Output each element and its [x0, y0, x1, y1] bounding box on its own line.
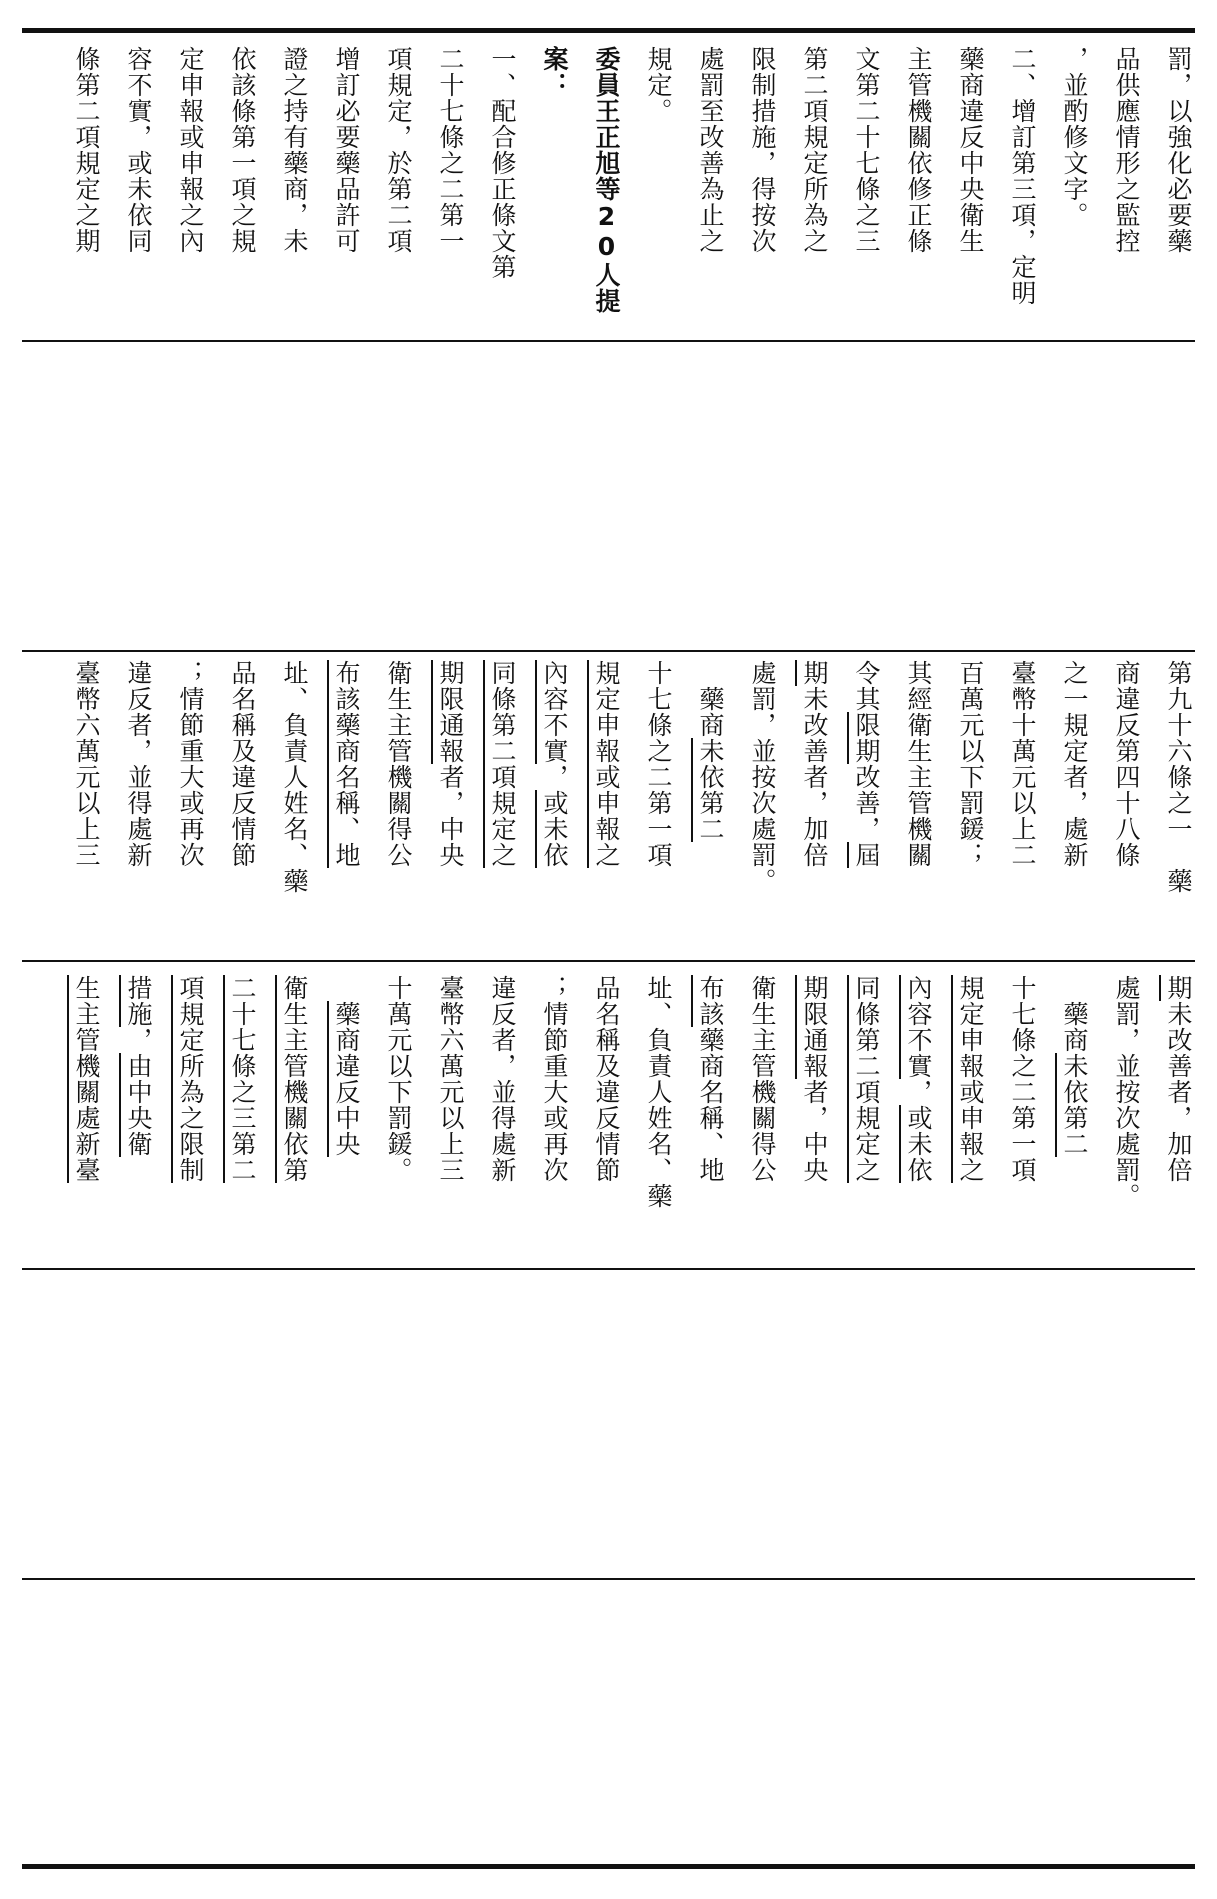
text-segment: ；情節重大或再次 — [176, 660, 205, 868]
text-column — [271, 975, 317, 1270]
text-segment: 限期 — [852, 712, 881, 764]
text-segment: 臺幣十萬元以上二 — [1008, 660, 1037, 868]
text-segment: 藥商違反中央 — [332, 1001, 361, 1157]
text-segment: 衛生主管機關得公 — [748, 975, 777, 1183]
text-segment: 定申報或申報之內 — [176, 46, 205, 254]
text-column — [531, 660, 577, 955]
text-segment: 藥商違反中央衛生 — [956, 46, 985, 254]
text-segment: 布該 — [696, 975, 725, 1027]
text-column — [219, 660, 265, 955]
text-column — [687, 975, 733, 1270]
text-segment: 規定申報或申報之 — [956, 975, 985, 1183]
text-segment: 或未依 — [540, 790, 569, 868]
text-segment: ， — [904, 1079, 933, 1105]
text-segment: 依該條第一項之規 — [228, 46, 257, 254]
text-segment: 屆 — [852, 842, 881, 868]
text-column — [739, 975, 785, 1270]
text-segment: 處罰，並按次處罰。 — [1112, 975, 1141, 1209]
text-column — [583, 660, 629, 955]
text-segment: 文第二十七條之三 — [852, 46, 881, 254]
text-segment — [332, 975, 361, 1001]
text-segment: 增訂必要藥品許可 — [332, 46, 361, 254]
text-segment: 由中央衛 — [124, 1053, 153, 1157]
text-segment: 項規定所為之限制 — [176, 975, 205, 1183]
text-column — [115, 46, 161, 336]
text-column — [999, 975, 1045, 1270]
text-column — [739, 46, 785, 336]
text-column — [63, 46, 109, 336]
text-segment: 限制措施，得按次 — [748, 46, 777, 254]
text-segment: 證之持有藥商，未 — [280, 46, 309, 254]
text-column — [843, 46, 889, 336]
text-segment: 改善， — [852, 764, 881, 842]
text-segment: 品名稱及違反情節 — [228, 660, 257, 868]
text-column — [635, 660, 681, 955]
text-segment: 十萬元以下罰鍰。 — [384, 975, 413, 1183]
text-column — [375, 660, 421, 955]
text-segment: 百萬元以下罰鍰； — [956, 660, 985, 868]
text-segment: 期限通報 — [800, 975, 829, 1079]
text-column — [375, 975, 421, 1270]
text-segment: 委員王正旭等20人提 — [592, 46, 621, 314]
text-segment: 處罰至改善為止之 — [696, 46, 725, 254]
text-column — [427, 660, 473, 955]
text-segment: 第二項規定所為之 — [800, 46, 829, 254]
text-segment: 藥商 — [1060, 975, 1089, 1053]
text-segment: 未改善者，加倍 — [800, 686, 829, 868]
text-segment: 者，中央 — [436, 764, 465, 868]
text-column — [687, 46, 733, 336]
text-column — [427, 975, 473, 1270]
text-segment: ， — [540, 764, 569, 790]
text-column — [323, 660, 369, 955]
text-column — [791, 46, 837, 336]
row-divider — [22, 1578, 1195, 1580]
text-segment: 處罰，並按次處罰。 — [748, 660, 777, 894]
text-column — [1155, 660, 1201, 955]
text-segment: 內容不實 — [540, 660, 569, 764]
text-segment: 二十七條之三第二 — [228, 975, 257, 1183]
text-column — [219, 46, 265, 336]
text-column — [947, 975, 993, 1270]
text-segment: 或未依 — [904, 1105, 933, 1183]
text-segment: 藥商名稱、地 — [696, 1027, 725, 1183]
text-column — [583, 46, 629, 336]
text-column — [1155, 975, 1201, 1270]
text-segment: 二、增訂第三項，定明 — [1008, 46, 1037, 306]
text-segment: 十七條之二第一項 — [644, 660, 673, 868]
text-segment: 同條第二項規定之 — [488, 660, 517, 868]
text-segment: 期 — [800, 660, 829, 686]
text-segment: 址、負責人姓名、藥 — [280, 660, 309, 894]
text-segment: 內容不實 — [904, 975, 933, 1079]
text-segment: 藥商 — [696, 660, 725, 738]
text-segment: 品名稱及違反情節 — [592, 975, 621, 1183]
text-segment: 一、配合修正條文第 — [488, 46, 517, 280]
text-segment: 二十七條之二第一 — [436, 46, 465, 254]
top-border — [22, 28, 1195, 33]
text-column — [531, 975, 577, 1270]
text-column — [271, 660, 317, 955]
text-segment: 未改善者，加倍 — [1164, 1001, 1193, 1183]
text-column — [427, 46, 473, 336]
text-column — [479, 975, 525, 1270]
text-column — [895, 660, 941, 955]
text-segment: 期限通報 — [436, 660, 465, 764]
text-column — [63, 660, 109, 955]
text-column — [167, 975, 213, 1270]
text-segment: 址、負責人姓名、藥 — [644, 975, 673, 1209]
row-divider — [22, 650, 1195, 652]
text-column — [583, 975, 629, 1270]
text-segment: 同條第二項規定之 — [852, 975, 881, 1183]
text-column — [1051, 660, 1097, 955]
text-column — [687, 660, 733, 955]
text-column — [739, 660, 785, 955]
text-segment: 者，中央 — [800, 1079, 829, 1183]
text-column — [791, 660, 837, 955]
text-segment: 未依第二 — [1060, 1053, 1089, 1157]
text-column — [167, 660, 213, 955]
text-column — [1051, 46, 1097, 336]
text-segment: 布該藥商名稱、地 — [332, 660, 361, 868]
text-segment: 規定。 — [644, 46, 673, 124]
text-segment: 之一規定者，處新 — [1060, 660, 1089, 868]
text-column — [947, 46, 993, 336]
text-column — [323, 46, 369, 336]
text-column — [791, 975, 837, 1270]
text-segment: 其經衛生主管機關 — [904, 660, 933, 868]
text-segment: 期 — [1164, 975, 1193, 1001]
text-segment: 商違反第四十八條 — [1112, 660, 1141, 868]
text-segment: 違反者，並得處新 — [124, 660, 153, 868]
text-column — [1103, 975, 1149, 1270]
text-segment: 容不實，或未依同 — [124, 46, 153, 254]
text-segment: 主管機關依修正條 — [904, 46, 933, 254]
text-segment: 案： — [540, 46, 569, 98]
text-column — [635, 46, 681, 336]
text-segment: 措施 — [124, 975, 153, 1027]
text-column — [167, 46, 213, 336]
text-segment: ， — [124, 1027, 153, 1053]
text-column — [1103, 660, 1149, 955]
text-column — [843, 660, 889, 955]
text-column — [999, 46, 1045, 336]
text-segment: 未依第二 — [696, 738, 725, 842]
text-column — [1051, 975, 1097, 1270]
text-segment: 項規定，於第二項 — [384, 46, 413, 254]
text-segment: 罰，以強化必要藥 — [1164, 46, 1193, 254]
text-column — [271, 46, 317, 336]
text-column — [115, 975, 161, 1270]
text-segment: 衛生主管機關依第 — [280, 975, 309, 1183]
text-column — [947, 660, 993, 955]
text-column — [895, 975, 941, 1270]
text-segment: 違反者，並得處新 — [488, 975, 517, 1183]
text-column — [375, 46, 421, 336]
bottom-border — [22, 1864, 1195, 1869]
text-segment: 條第二項規定之期 — [72, 46, 101, 254]
text-segment: ；情節重大或再次 — [540, 975, 569, 1183]
text-column — [1155, 46, 1201, 336]
text-column — [219, 975, 265, 1270]
text-segment: 衛生主管機關得公 — [384, 660, 413, 868]
text-segment: 臺幣六萬元以上三 — [72, 660, 101, 868]
text-column — [63, 975, 109, 1270]
text-column — [479, 46, 525, 336]
text-column — [843, 975, 889, 1270]
text-segment: 第九十六條之一 藥 — [1164, 660, 1193, 894]
text-column — [1103, 46, 1149, 336]
text-column — [479, 660, 525, 955]
text-segment: 規定申報或申報之 — [592, 660, 621, 868]
text-segment: 令其 — [852, 660, 881, 712]
text-column — [999, 660, 1045, 955]
text-segment: ，並酌修文字。 — [1060, 46, 1089, 228]
text-column — [635, 975, 681, 1270]
row-divider — [22, 340, 1195, 342]
text-segment: 十七條之二第一項 — [1008, 975, 1037, 1183]
text-segment: 生主管機關處新臺 — [72, 975, 101, 1183]
text-column — [895, 46, 941, 336]
row-divider — [22, 960, 1195, 962]
text-column — [531, 46, 577, 336]
text-segment: 品供應情形之監控 — [1112, 46, 1141, 254]
text-column — [323, 975, 369, 1270]
text-segment: 臺幣六萬元以上三 — [436, 975, 465, 1183]
text-column — [115, 660, 161, 955]
